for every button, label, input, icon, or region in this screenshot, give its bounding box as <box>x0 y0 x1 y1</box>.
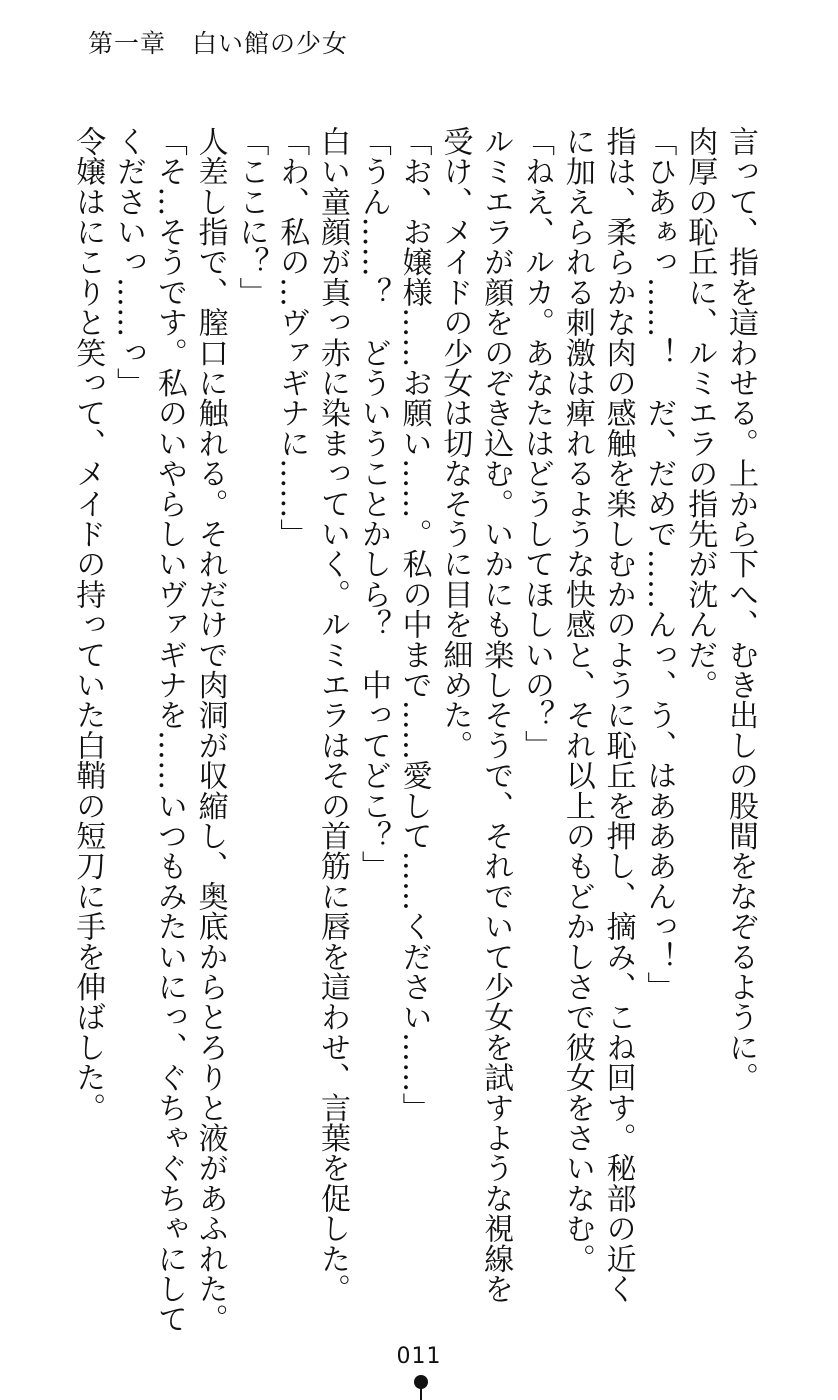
page-number: 011 <box>396 1344 442 1369</box>
text-line: 言って、指を這わせる。上から下へ、むき出しの股間をなぞるように。 <box>723 126 758 1093</box>
text-line: 肉厚の恥丘に、ルミエラの指先が沈んだ。 <box>682 126 718 700</box>
body-text <box>70 126 760 1334</box>
chapter-header: 第一章 白い館の少女 <box>88 29 349 58</box>
text-line: 「ひあぁっ……！ だ、だめで……んっ、う、はあああんっ！」 <box>641 126 677 1002</box>
text-line: ルミエラが顔をのぞき込む。いかにも楽しそうで、それでいて少女を試すような視線を <box>478 126 514 1304</box>
page-marker-stem <box>420 1386 422 1400</box>
text-line: 「ここに？」 <box>233 126 269 308</box>
text-line: くださいっ……っ」 <box>111 126 147 398</box>
page-footer <box>0 1344 838 1369</box>
text-line: 「ねえ、ルカ。あなたはどうしてほしいの？」 <box>519 126 555 761</box>
text-line: 白い童顔が真っ赤に染まっていく。ルミエラはその首筋に唇を這わせ、言葉を促した。 <box>315 126 351 1304</box>
text-line: 「わ、私の…ヴァギナに……」 <box>274 126 310 549</box>
text-line: 「お、お嬢様……お願い……。私の中まで……愛して……ください……」 <box>396 126 432 1123</box>
text-line: 「そ…そうです。私のいやらしいヴァギナを……いつもみたいにっ、ぐちゃぐちゃにして <box>151 126 187 1334</box>
text-line: 受け、メイドの少女は切なそうに目を細めた。 <box>437 126 473 761</box>
text-line: 指は、柔らかな肉の感触を楽しむかのように恥丘を押し、摘み、こね回す。秘部の近く <box>600 126 636 1304</box>
text-line: に加えられる刺激は痺れるような快感と、それ以上のもどかしさで彼女をさいなむ。 <box>559 126 595 1274</box>
text-line: 令嬢はにこりと笑って、メイドの持っていた白鞘の短刀に手を伸ばした。 <box>70 126 106 1123</box>
text-line: 人差し指で、膣口に触れる。それだけで肉洞が収縮し、奥底からとろりと液があふれた。 <box>192 126 228 1334</box>
text-line: 「うん……？ どういうことかしら？ 中ってどこ？」 <box>355 126 391 881</box>
